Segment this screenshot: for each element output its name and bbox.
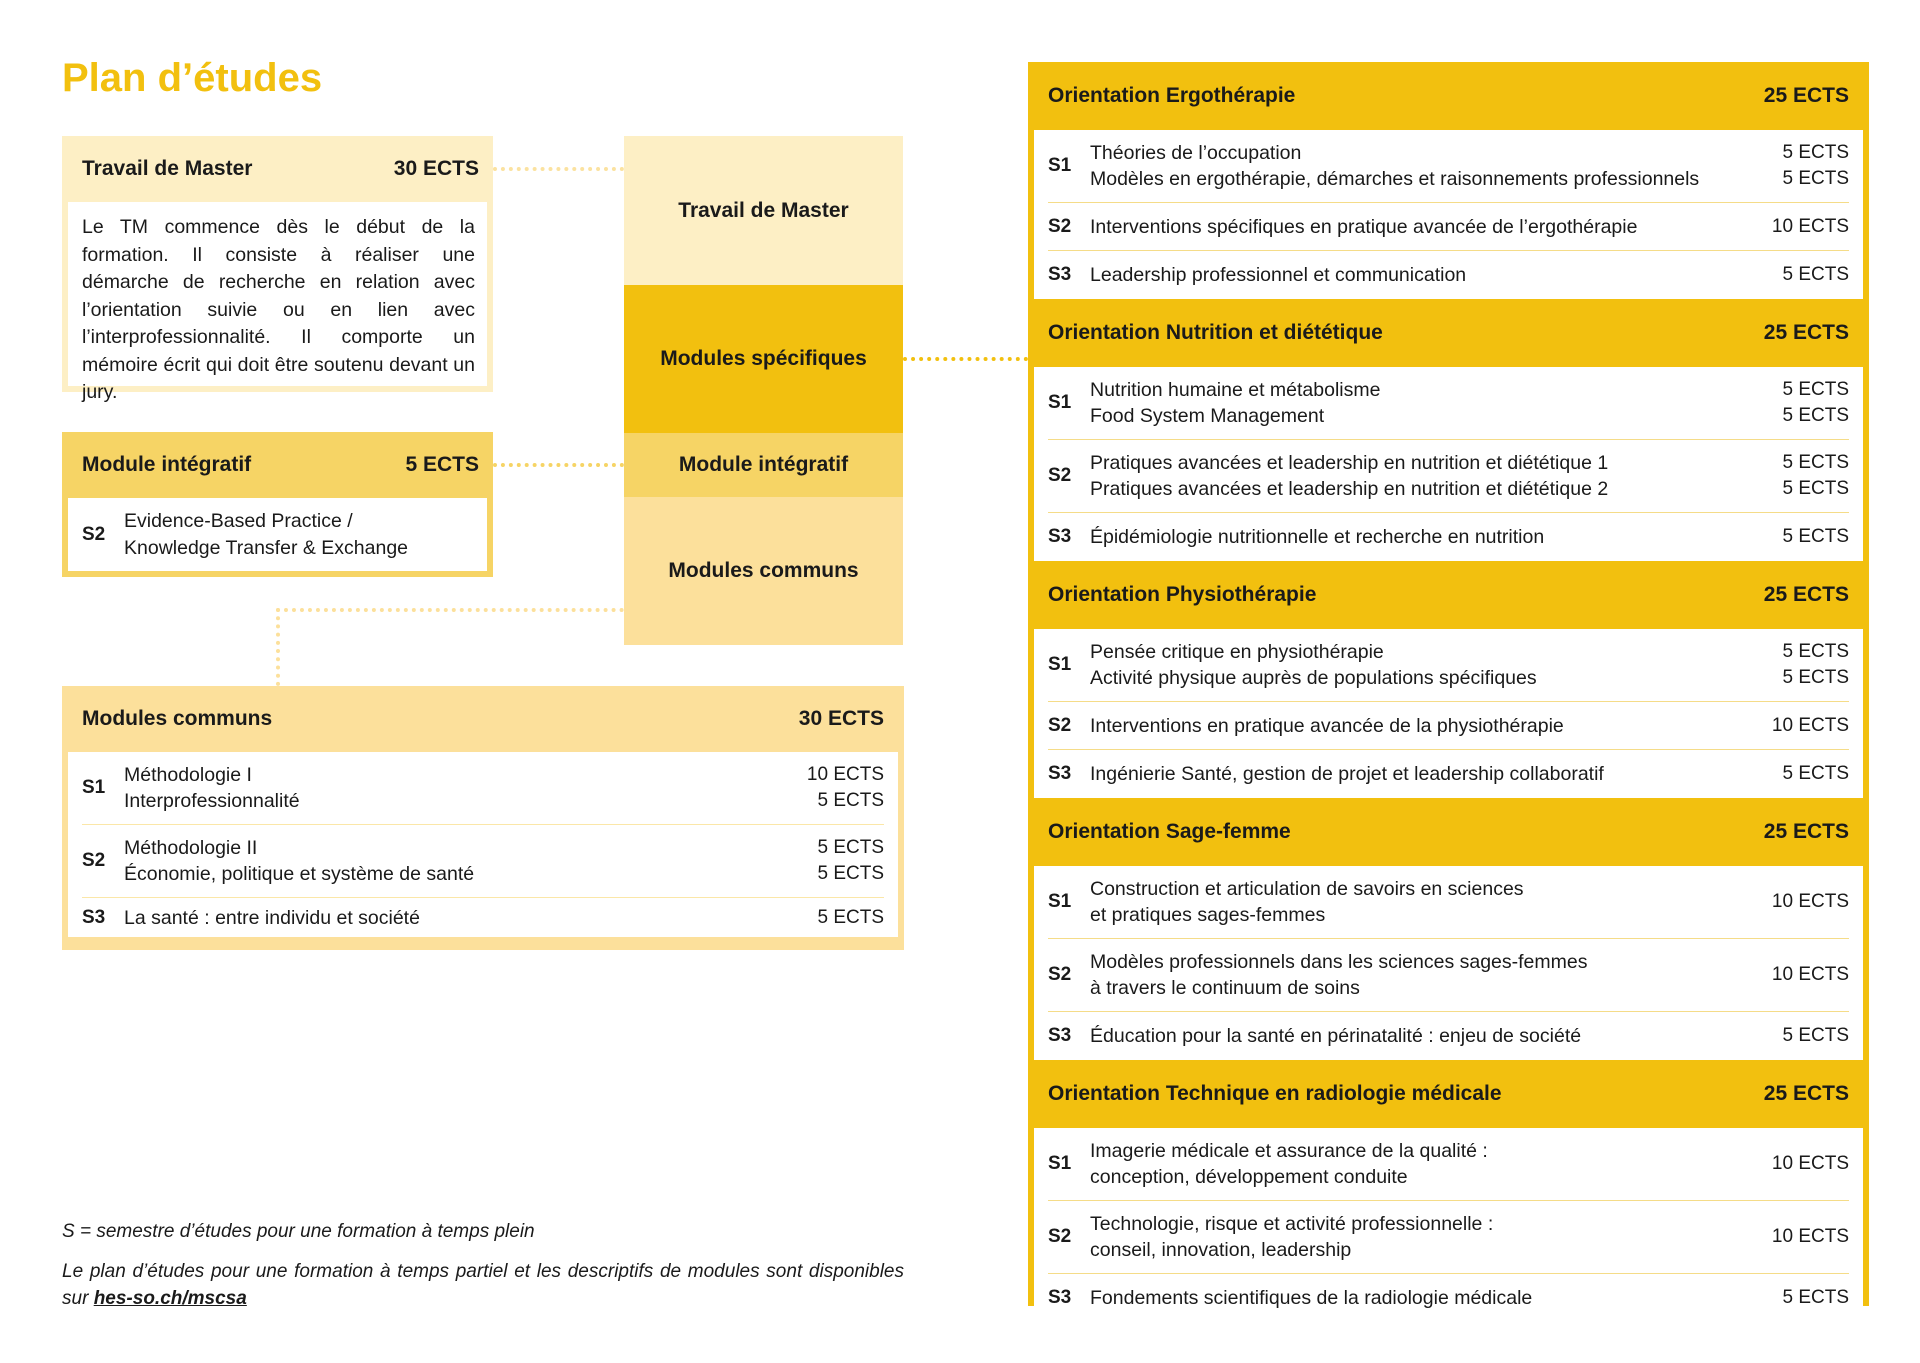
module-title: Nutrition humaine et métabolisme — [1090, 379, 1381, 401]
modules-communs-box — [62, 686, 904, 950]
orientation-row — [1048, 203, 1849, 251]
module-ects-value: 5 ECTS — [1782, 379, 1849, 400]
travail-master-box — [62, 136, 493, 403]
module-ects-value: 10 ECTS — [806, 764, 884, 785]
modules-communs-title: Modules communs — [82, 707, 273, 730]
module-ects — [817, 835, 884, 887]
module-titles — [1090, 214, 1772, 240]
module-ects-value: 5 ECTS — [1782, 763, 1849, 784]
module-ects-value: 10 ECTS — [1771, 964, 1849, 985]
connector-tm — [493, 167, 624, 171]
module-title: Économie, politique et système de santé — [124, 863, 475, 885]
connector-mc-horizontal — [276, 608, 624, 612]
module-row — [82, 752, 884, 825]
orientation-body — [1034, 629, 1863, 798]
module-ects-value: 5 ECTS — [817, 837, 884, 858]
module-integratif-header — [68, 432, 487, 498]
module-integratif-box — [62, 432, 493, 577]
module-row — [82, 898, 884, 937]
orientation-row — [1048, 513, 1849, 561]
module-title: Épidémiologie nutritionnelle et recherche en nutrition — [1090, 526, 1545, 548]
semester-label: S3 — [1048, 763, 1072, 784]
orientation-body — [1034, 1128, 1863, 1322]
module-title: Fondements scientifiques de la radiologie médicale — [1090, 1287, 1533, 1309]
module-title: La santé : entre individu et société — [124, 906, 420, 929]
orientation-body — [1034, 866, 1863, 1060]
orientation-ects: 25 ECTS — [1763, 583, 1849, 606]
orientation-row — [1048, 1128, 1849, 1201]
orientation-ects: 25 ECTS — [1763, 321, 1849, 344]
module-row — [82, 825, 884, 898]
semester-label: S2 — [1048, 465, 1072, 486]
module-ects-value: 5 ECTS — [1782, 478, 1849, 499]
connector-mc-vertical — [276, 608, 280, 686]
module-line: Knowledge Transfer & Exchange — [124, 536, 409, 559]
orientation-row — [1048, 440, 1849, 513]
module-ects-value: 5 ECTS — [1782, 264, 1849, 285]
orientation-title: Orientation Ergothérapie — [1048, 84, 1296, 107]
module-ects-value: 5 ECTS — [1782, 667, 1849, 688]
orientation-header — [1034, 299, 1863, 367]
orientation-title: Orientation Sage-femme — [1048, 820, 1291, 843]
travail-master-description: Le TM commence dès le début de la formation. Il consiste à réaliser une démarche de recherche en relation avec l’orientation suivie ou en lien avec l’interprofessionnalité. Il comporte un mémoire écrit qui doit être soutenu devant un jury. — [68, 202, 487, 386]
footnote-legend: S = semestre d’études pour une formation à temps plein — [62, 1221, 535, 1242]
module-ects-value: 5 ECTS — [1782, 168, 1849, 189]
module-title: Éducation pour la santé en périnatalité : enjeu de société — [1090, 1025, 1582, 1047]
orientation-section — [1034, 798, 1863, 1060]
module-title: conception, développement conduite — [1090, 1166, 1408, 1188]
semester-label: S2 — [82, 524, 106, 545]
module-integratif-ects: 5 ECTS — [405, 453, 479, 476]
module-titles — [1090, 450, 1782, 502]
module-titles — [1090, 1023, 1782, 1049]
orientation-section — [1034, 561, 1863, 798]
module-line: Evidence-Based Practice / — [124, 509, 353, 532]
module-title: Interventions en pratique avancée de la physiothérapie — [1090, 714, 1564, 737]
module-ects-value: 5 ECTS — [1782, 405, 1849, 426]
module-title: Méthodologie II — [124, 837, 258, 859]
semester-label: S1 — [82, 777, 106, 798]
module-ects-value: 10 ECTS — [1771, 1226, 1849, 1247]
orientation-row — [1048, 939, 1849, 1012]
orientation-section — [1034, 1060, 1863, 1322]
modules-communs-body — [68, 752, 898, 937]
module-titles — [1090, 949, 1772, 1001]
orientation-row — [1048, 702, 1849, 750]
page-title: Plan d’études — [62, 56, 323, 100]
module-title: Pensée critique en physiothérapie — [1090, 641, 1384, 663]
module-title: Technologie, risque et activité professionnelle : — [1090, 1213, 1494, 1235]
semester-label: S2 — [82, 850, 106, 871]
semester-label: S1 — [1048, 891, 1072, 912]
module-title: Interventions spécifiques en pratique avancée de l’ergothérapie — [1090, 215, 1638, 238]
orientation-body — [1034, 130, 1863, 299]
module-ects-value: 5 ECTS — [1782, 1025, 1849, 1046]
module-ects — [807, 762, 884, 814]
orientation-body — [1034, 367, 1863, 561]
orientation-section — [1034, 299, 1863, 561]
modules-communs-header — [68, 686, 898, 752]
module-title: Ingénierie Santé, gestion de projet et leadership collaboratif — [1090, 763, 1604, 785]
module-titles — [1090, 524, 1782, 550]
module-titles — [1090, 876, 1772, 928]
footnote-link[interactable]: hes-so.ch/mscsa — [93, 1288, 247, 1309]
module-integratif-title: Module intégratif — [82, 453, 252, 476]
module-title: Pratiques avancées et leadership en nutrition et diététique 1 — [1090, 452, 1609, 474]
module-ects — [1782, 377, 1849, 429]
module-ects — [1782, 1023, 1849, 1049]
module-titles — [1090, 1211, 1772, 1263]
orientation-ects: 25 ECTS — [1763, 820, 1849, 843]
orientation-row — [1048, 750, 1849, 798]
footnote-body: Le plan d’études pour une formation à temps partiel et les descriptifs de modules sont disponibles sur — [62, 1261, 904, 1309]
orientation-row — [1048, 1012, 1849, 1060]
module-ects-value: 5 ECTS — [1782, 452, 1849, 473]
orientation-row — [1048, 367, 1849, 440]
semester-label: S1 — [1048, 1153, 1072, 1174]
module-title: Leadership professionnel et communication — [1090, 264, 1467, 286]
module-ects — [817, 905, 884, 931]
module-titles — [124, 905, 817, 931]
module-ects-value: 5 ECTS — [1782, 641, 1849, 662]
module-title: Interprofessionnalité — [124, 790, 300, 812]
module-titles — [1090, 1285, 1782, 1311]
stack-modules-communs: Modules communs — [624, 497, 903, 645]
module-ects — [1772, 1151, 1849, 1177]
module-ects — [1772, 962, 1849, 988]
modules-communs-ects: 30 ECTS — [798, 707, 884, 730]
semester-label: S1 — [1048, 392, 1072, 413]
module-ects — [1772, 214, 1849, 240]
semester-label: S3 — [1048, 526, 1072, 547]
module-title: Food System Management — [1090, 405, 1325, 427]
orientation-row — [1048, 1201, 1849, 1274]
orientation-header — [1034, 62, 1863, 130]
module-titles — [1090, 140, 1782, 192]
module-title: Activité physique auprès de populations spécifiques — [1090, 667, 1537, 689]
module-title: Construction et articulation de savoirs en sciences — [1090, 878, 1524, 900]
orientation-title: Orientation Technique en radiologie médicale — [1048, 1082, 1502, 1105]
orientation-header — [1034, 1060, 1863, 1128]
module-ects-value: 5 ECTS — [1782, 526, 1849, 547]
stack-module-integratif: Module intégratif — [624, 433, 903, 497]
module-titles — [1090, 761, 1782, 787]
connector-ms — [903, 357, 1028, 361]
semester-label: S2 — [1048, 215, 1072, 237]
semester-label: S3 — [1048, 1287, 1072, 1308]
module-titles — [1090, 262, 1782, 288]
module-ects — [1782, 262, 1849, 288]
module-integratif-body — [68, 498, 487, 571]
module-ects-value: 10 ECTS — [1771, 714, 1849, 736]
orientation-row — [1048, 251, 1849, 299]
module-ects-value: 5 ECTS — [817, 906, 884, 928]
travail-master-header — [68, 136, 487, 202]
module-title: Théories de l’occupation — [1090, 142, 1302, 164]
stack-travail-master: Travail de Master — [624, 136, 903, 285]
semester-label: S2 — [1048, 1226, 1072, 1247]
module-titles — [124, 762, 807, 814]
module-ects-value: 5 ECTS — [1782, 1287, 1849, 1308]
module-ects — [1782, 524, 1849, 550]
module-ects — [1772, 713, 1849, 739]
travail-master-ects: 30 ECTS — [393, 157, 479, 180]
module-titles — [1090, 639, 1782, 691]
orientation-row — [1048, 866, 1849, 939]
orientation-ects: 25 ECTS — [1763, 84, 1849, 107]
orientation-header — [1034, 798, 1863, 866]
orientation-row — [1048, 1274, 1849, 1322]
semester-label: S2 — [1048, 964, 1072, 985]
orientation-section — [1034, 62, 1863, 299]
connector-mi — [493, 463, 624, 467]
module-ects-value: 10 ECTS — [1771, 215, 1849, 237]
orientation-title: Orientation Physiothérapie — [1048, 583, 1317, 606]
stack-modules-specifiques: Modules spécifiques — [624, 285, 903, 433]
semester-label: S1 — [1048, 155, 1072, 176]
orientation-header — [1034, 561, 1863, 629]
orientation-row — [1048, 130, 1849, 203]
semester-label: S3 — [1048, 1025, 1072, 1046]
orientation-ects: 25 ECTS — [1763, 1082, 1849, 1105]
module-ects — [1782, 140, 1849, 192]
module-ects — [1782, 1285, 1849, 1311]
orientation-title: Orientation Nutrition et diététique — [1048, 321, 1383, 344]
footnote-text — [62, 1258, 904, 1312]
module-titles — [1090, 377, 1782, 429]
module-ects — [1782, 639, 1849, 691]
module-titles — [124, 835, 817, 887]
module-title: et pratiques sages-femmes — [1090, 904, 1326, 926]
module-title: Imagerie médicale et assurance de la qualité : — [1090, 1140, 1488, 1162]
module-title: Modèles professionnels dans les sciences sages-femmes — [1090, 951, 1588, 973]
travail-master-title: Travail de Master — [82, 157, 253, 180]
module-title: conseil, innovation, leadership — [1090, 1239, 1352, 1261]
semester-label: S3 — [82, 906, 106, 928]
module-title: Méthodologie I — [124, 764, 252, 786]
module-ects-value: 5 ECTS — [817, 790, 884, 811]
orientation-row — [1048, 629, 1849, 702]
module-ects — [1782, 761, 1849, 787]
module-title: Pratiques avancées et leadership en nutrition et diététique 2 — [1090, 478, 1609, 500]
module-integratif-lines — [124, 508, 408, 562]
module-ects-value: 10 ECTS — [1771, 1153, 1849, 1174]
orientations-column — [1028, 62, 1869, 1309]
module-ects — [1772, 1224, 1849, 1250]
module-title: à travers le continuum de soins — [1090, 977, 1360, 999]
module-ects — [1782, 450, 1849, 502]
module-titles — [1090, 713, 1772, 739]
semester-label: S1 — [1048, 654, 1072, 675]
module-titles — [1090, 1138, 1772, 1190]
module-ects — [1772, 889, 1849, 915]
semester-label: S3 — [1048, 264, 1072, 285]
semester-label: S2 — [1048, 714, 1072, 736]
module-ects-value: 10 ECTS — [1771, 891, 1849, 912]
module-ects-value: 5 ECTS — [817, 863, 884, 884]
module-ects-value: 5 ECTS — [1782, 142, 1849, 163]
module-title: Modèles en ergothérapie, démarches et raisonnements professionnels — [1090, 168, 1700, 190]
